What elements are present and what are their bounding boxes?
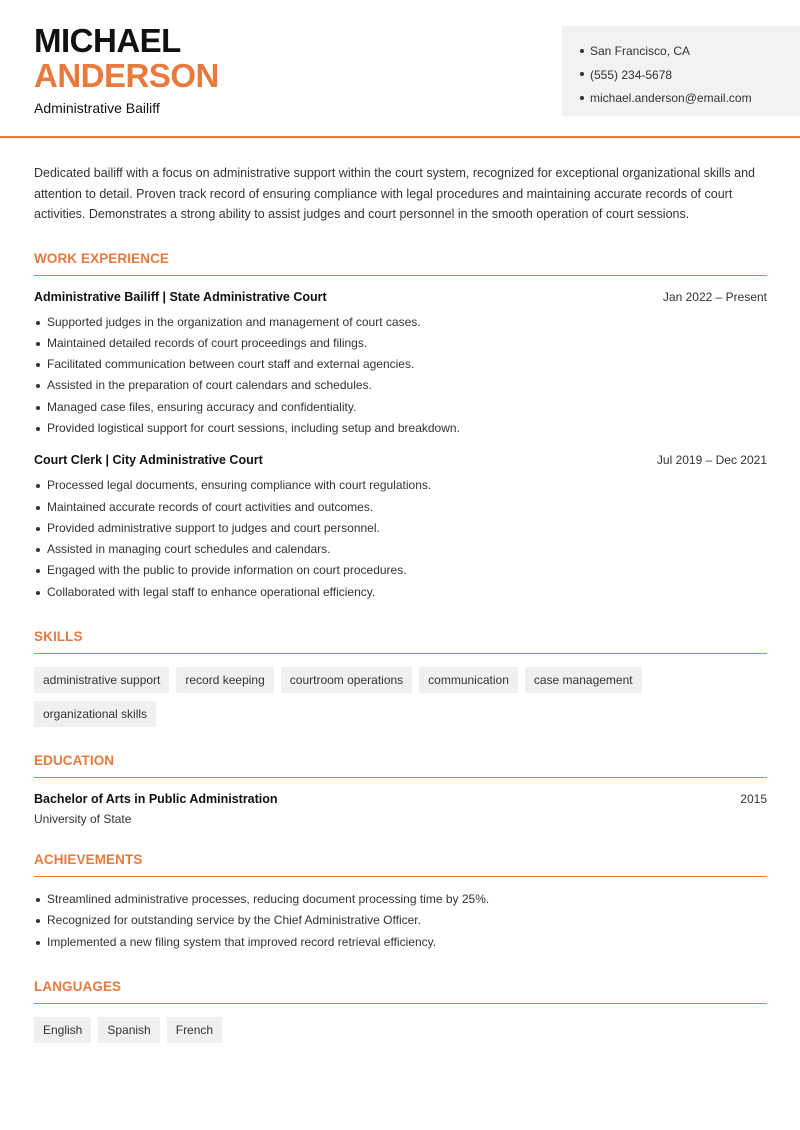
list-item: Assisted in managing court schedules and calendars.	[34, 539, 767, 560]
skills-tags	[34, 667, 674, 727]
language-tag: French	[167, 1017, 222, 1043]
school-name: University of State	[34, 812, 132, 827]
bullet-dot-icon	[580, 49, 584, 53]
resume-body	[34, 163, 767, 1043]
languages-section	[34, 979, 767, 1043]
job-title: Administrative Bailiff | State Administrative Court	[34, 289, 327, 304]
skill-tag: administrative support	[34, 667, 169, 693]
first-name: MICHAEL	[34, 22, 181, 59]
candidate-name	[34, 24, 219, 92]
achievement-list	[34, 889, 767, 953]
contact-phone: (555) 234-5678	[580, 64, 752, 88]
list-item: Engaged with the public to provide information on court procedures.	[34, 560, 767, 581]
list-item: Managed case files, ensuring accuracy and confidentiality.	[34, 397, 767, 418]
section-title-skills: SKILLS	[34, 629, 767, 654]
resume-header	[0, 0, 800, 138]
language-tags	[34, 1017, 674, 1043]
education-entry	[34, 792, 767, 826]
skill-tag: courtroom operations	[281, 667, 412, 693]
contact-list	[580, 40, 752, 111]
section-title-achievements: ACHIEVEMENTS	[34, 852, 767, 877]
bullet-dot-icon	[580, 96, 584, 100]
contact-box	[562, 26, 800, 116]
graduation-year: 2015	[740, 792, 767, 807]
job-title: Court Clerk | City Administrative Court	[34, 453, 263, 468]
work-experience-section	[34, 251, 767, 604]
skill-tag: organizational skills	[34, 701, 156, 727]
list-item: Maintained accurate records of court activities and outcomes.	[34, 497, 767, 518]
job-role: Administrative Bailiff	[34, 100, 160, 116]
contact-email[interactable]: michael.anderson@email.com	[580, 87, 752, 111]
job-date: Jan 2022 – Present	[662, 289, 767, 304]
job-entry	[34, 453, 767, 603]
list-item: Streamlined administrative processes, reducing document processing time by 25%.	[34, 889, 767, 910]
list-item: Facilitated communication between court staff and external agencies.	[34, 354, 767, 375]
summary: Dedicated bailiff with a focus on administrative support within the court system, recognized for exceptional organizational skills and attention to detail. Proven track record of ensuring compliance with legal procedures and maintaining accurate records of court activities. Demonstrates a strong ability to assist judges and court personnel in the smooth operation of court sessions.	[34, 166, 755, 221]
list-item: Collaborated with legal staff to enhance operational efficiency.	[34, 582, 767, 603]
job-bullets	[34, 312, 767, 440]
job-entry	[34, 290, 767, 440]
education-section	[34, 753, 767, 826]
language-tag: Spanish	[98, 1017, 159, 1043]
job-date: Jul 2019 – Dec 2021	[656, 453, 767, 468]
section-title-work: WORK EXPERIENCE	[34, 251, 767, 276]
skill-tag: communication	[419, 667, 518, 693]
contact-location: San Francisco, CA	[580, 40, 752, 64]
list-item: Implemented a new filing system that improved record retrieval efficiency.	[34, 932, 767, 953]
section-title-languages: LANGUAGES	[34, 979, 767, 1004]
list-item: Recognized for outstanding service by the Chief Administrative Officer.	[34, 910, 767, 931]
skill-tag: case management	[525, 667, 642, 693]
list-item: Maintained detailed records of court proceedings and filings.	[34, 333, 767, 354]
skills-section	[34, 629, 767, 727]
skill-tag: record keeping	[176, 667, 273, 693]
achievements-section	[34, 852, 767, 953]
list-item: Processed legal documents, ensuring compliance with court regulations.	[34, 475, 767, 496]
last-name: ANDERSON	[34, 57, 219, 94]
list-item: Assisted in the preparation of court calendars and schedules.	[34, 375, 767, 396]
list-item: Provided administrative support to judges and court personnel.	[34, 518, 767, 539]
list-item: Provided logistical support for court sessions, including setup and breakdown.	[34, 418, 767, 439]
language-tag: English	[34, 1017, 91, 1043]
bullet-dot-icon	[580, 72, 584, 76]
list-item: Supported judges in the organization and management of court cases.	[34, 312, 767, 333]
job-bullets	[34, 475, 767, 603]
degree: Bachelor of Arts in Public Administration	[34, 792, 278, 807]
section-title-education: EDUCATION	[34, 753, 767, 778]
